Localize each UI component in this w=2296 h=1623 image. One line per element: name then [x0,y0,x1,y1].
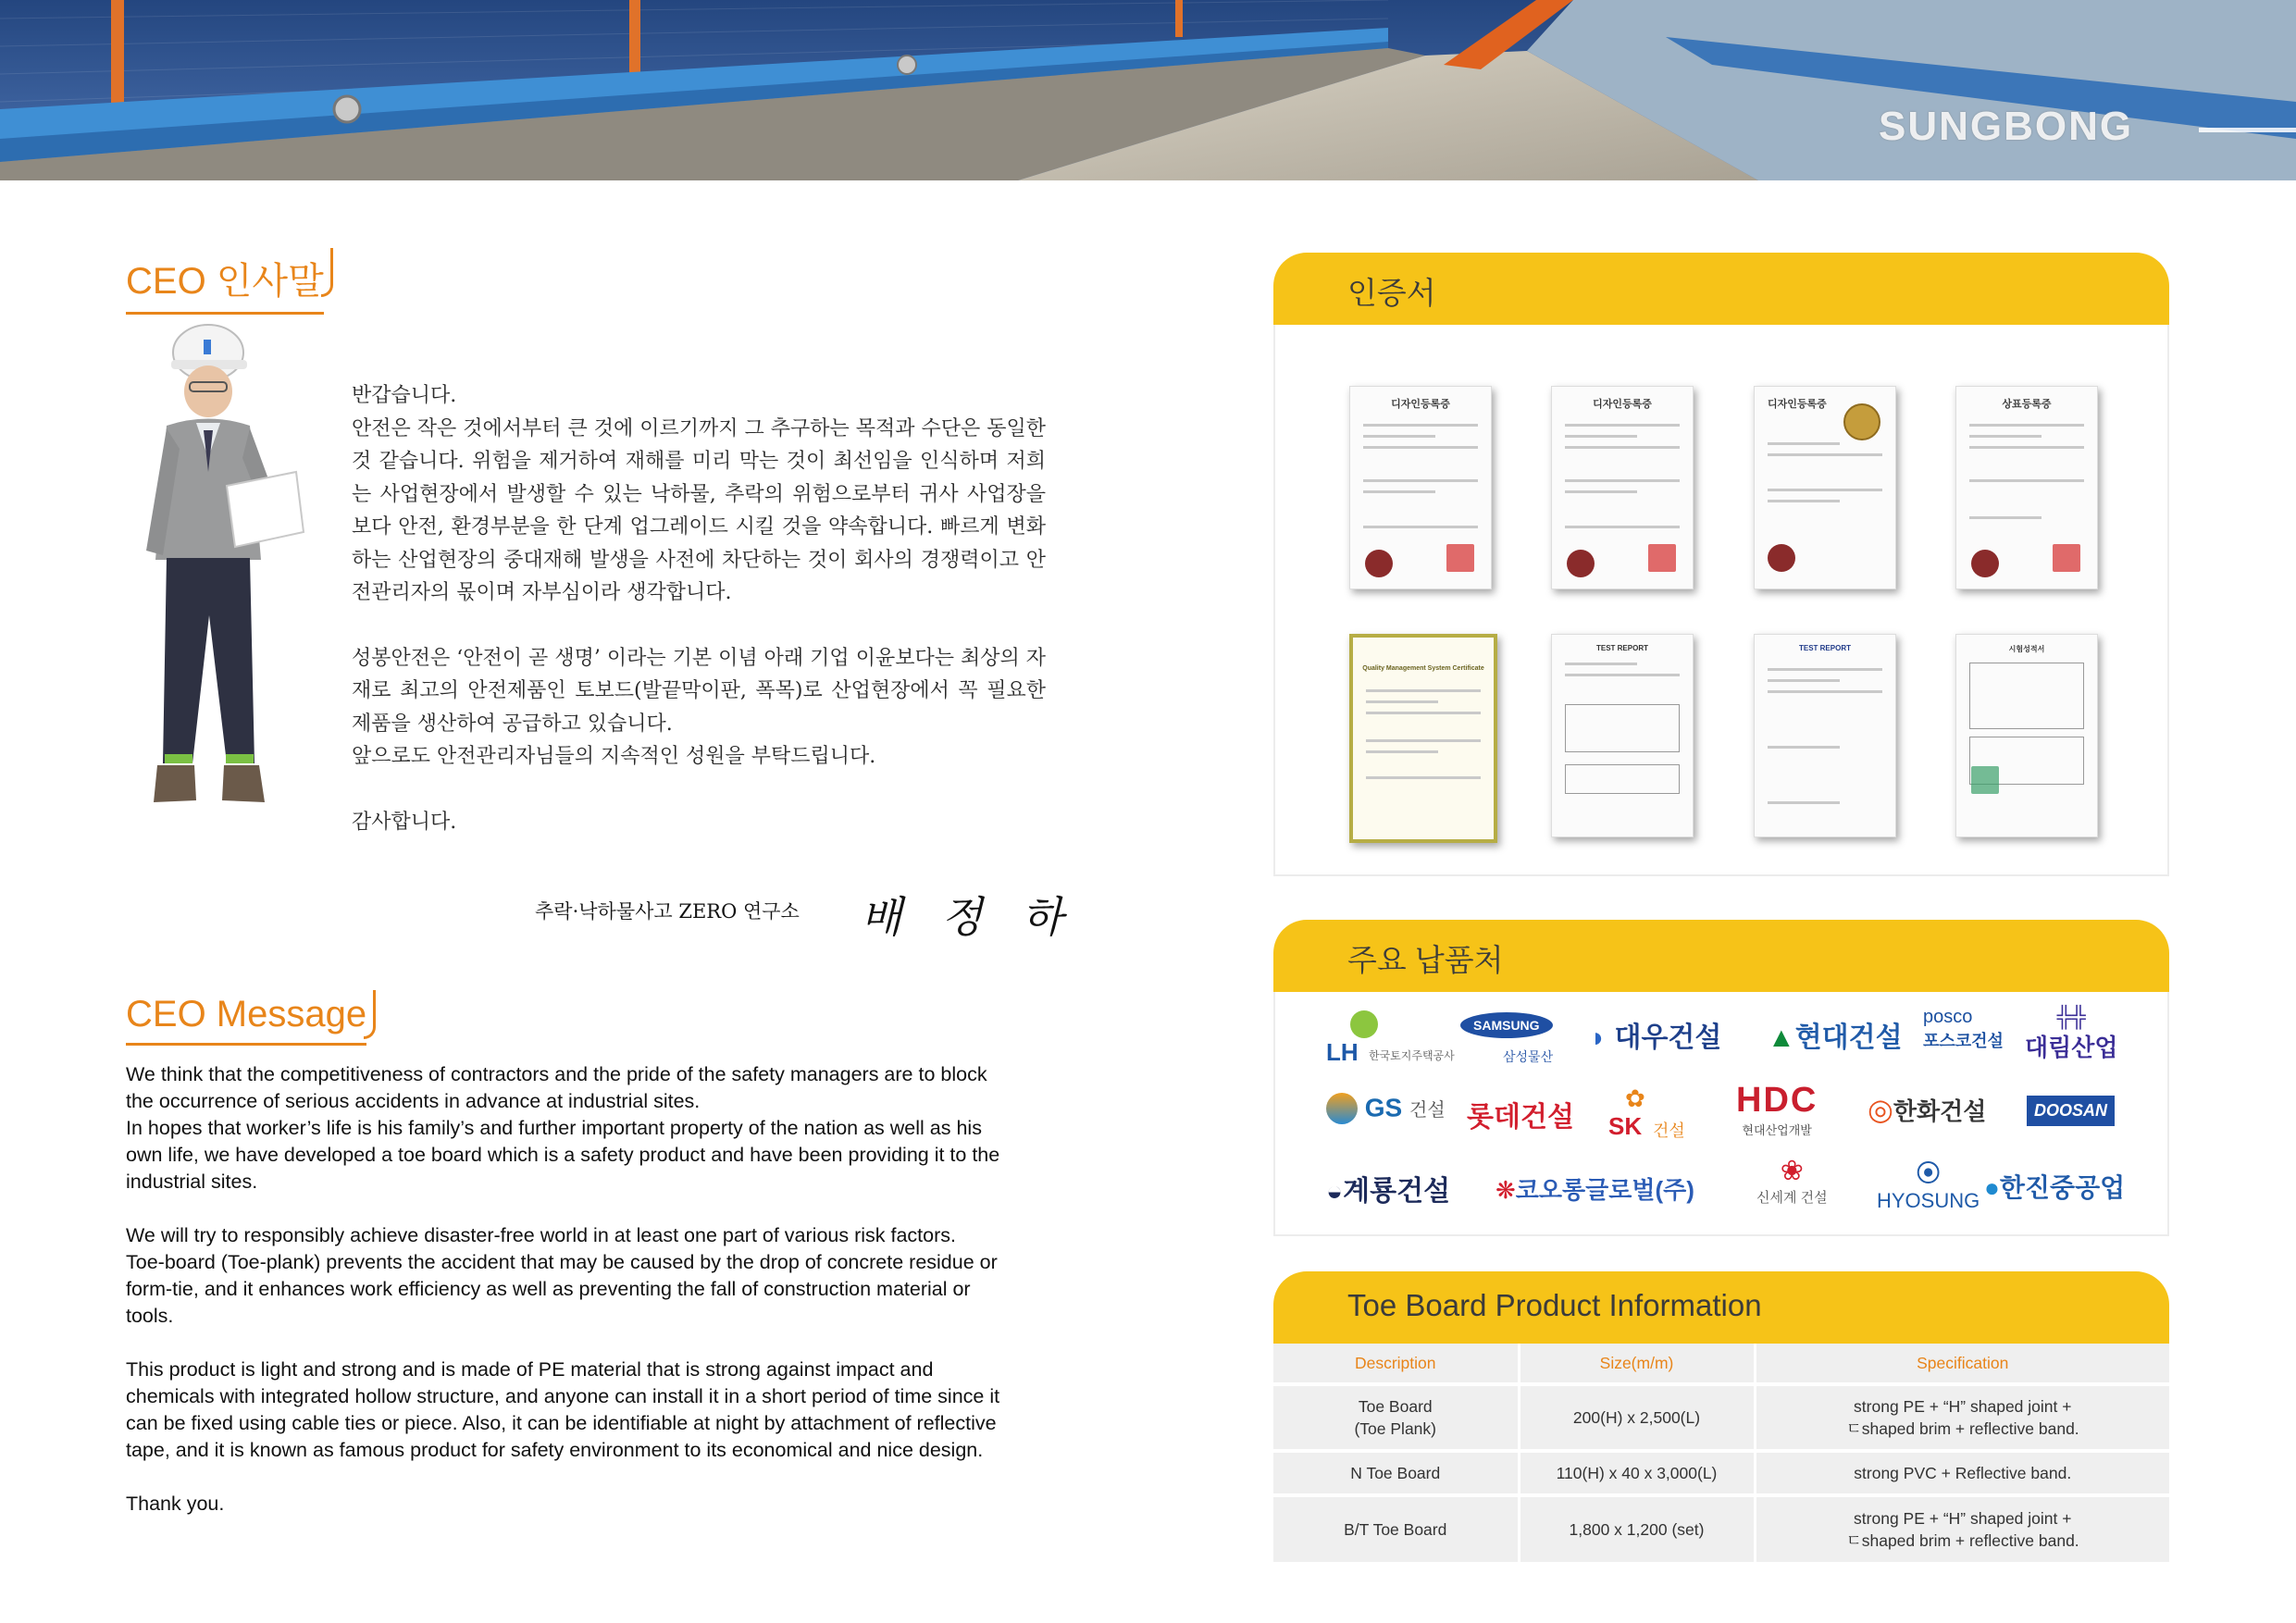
certificate-test-report-1: TEST REPORT [1551,634,1694,837]
construction-site-photo [0,0,2296,180]
hanwha-logo: ◎한화건설 [1868,1093,1987,1126]
message-paragraph: We think that the competitiveness of contractors and the pride of the safety managers are to block the occurrence of serious accidents in advance at industrial sites. [126,1063,987,1112]
brand-underline [2199,128,2296,132]
kyeryong-logo: ◒계룡건설 [1326,1176,1451,1207]
signature-organization: 추락·낙하물사고 ZERO 연구소 [535,900,800,923]
clients-panel [1273,920,2169,1236]
ceo-portrait [139,319,305,874]
greeting-paragraph: 성봉안전은 ‘안전이 곧 생명’ 이라는 기본 이념 아래 기업 이윤보다는 최상의 자재로 최고의 안전제품인 토보드(발끝막이판, 폭목)로 산업현장에서 꼭 필요한 제품을 생산하여 공급하고 있습니다. [352,646,1046,736]
hanjin-logo: ●한진중공업 [1984,1173,2126,1202]
table-cell: strong PE + “H” shaped joint + ㄷshaped brim + reflective band. [1755,1495,2169,1562]
certificates-title: 인증서 [1347,276,1436,310]
table-cell: 110(H) x 40 x 3,000(L) [1519,1451,1755,1495]
certificate-test-report-2: TEST REPORT [1754,634,1896,837]
product-info-table-wrap [1273,1344,2169,1562]
hyosung-logo: ⦿ HYOSUNG [1877,1159,1980,1212]
ceo-greeting-title: CEO 인사말 [126,252,324,315]
certificate-trademark-registration: 상표등록증 [1955,386,2098,589]
greeting-paragraph: 앞으로도 안전관리자님들의 지속적인 성원을 부탁드립니다. [352,745,876,768]
greeting-paragraph: 안전은 작은 것에서부터 큰 것에 이르기까지 그 추구하는 목적과 수단은 동일한 것 같습니다. 위험을 제거하여 재해를 미리 막는 것이 최선임을 인식하며 저희는 사업현장에서 발생할 수 있는 낙하물, 추락의 위험으로부터 귀사 사업장을 보다 안전, 환경부분을 한 단계 업그레이드 시킬 것을 약속합니다. 빠르게 변화하는 산업현장의 중대재해 발생을 사전에 차단하는 것이 회사의 경쟁력이고 안전관리자의 몫이며 자부심이라 생각합니다. [352,416,1046,604]
table-header-row [1273,1344,2169,1384]
table-row [1273,1384,2169,1451]
ceo-greeting-body [352,379,1046,838]
signature-name: 배 정 하 [861,892,1076,942]
clients-logo-grid: LH 한국토지주택공사 SAMSUNG 삼성물산 ◗ 대우건설 ▲현대건설 posco 포스코건설 ╬╬ 대림산업 GS 건설 롯데건설 ✿ SK 건설 HDC 현대산업개발 ◎한화건설 DOOSAN ◒계룡건설 ❋코오롱글로벌(주) ❀ 신세계 건설 ⦿ HYOSUNG ●한진중공업 [1273,992,2169,1236]
samsung-logo: SAMSUNG 삼성물산 [1460,1012,1553,1038]
table-cell: Toe Board (Toe Plank) [1273,1384,1519,1451]
table-cell: strong PVC + Reflective band. [1755,1451,2169,1495]
kolon-logo: ❋코오롱글로벌(주) [1496,1176,1694,1204]
daewoo-logo: ◗ 대우건설 [1590,1022,1722,1053]
certificate-design-registration-2: 디자인등록증 [1551,386,1694,589]
hyundai-logo: ▲현대건설 [1768,1022,1903,1053]
column-header: Size(m/m) [1519,1344,1755,1384]
hdc-logo: HDC 현대산업개발 [1736,1081,1818,1137]
certificate-design-registration-1: 디자인등록증 [1349,386,1492,589]
product-info-title: Toe Board Product Information [1347,1288,1762,1322]
table-cell: N Toe Board [1273,1451,1519,1495]
posco-logo: posco 포스코건설 [1923,1007,2004,1050]
table-cell: 200(H) x 2,500(L) [1519,1384,1755,1451]
product-info-panel [1273,1271,2169,1562]
daelim-logo: ╬╬ 대림산업 [2025,1005,2118,1061]
certificates-header [1273,253,2169,325]
certificates-panel [1273,253,2169,876]
table-row [1273,1495,2169,1562]
message-paragraph: We will try to responsibly achieve disaster-free world in at least one part of various risk factors. [126,1224,956,1246]
column-header: Description [1273,1344,1519,1384]
shinsegae-logo: ❀ 신세계 건설 [1756,1156,1828,1206]
brand-logo: SUNGBONG [1879,104,2134,149]
greeting-closing: 감사합니다. [352,810,457,834]
message-paragraph: This product is light and strong and is made of PE material that is strong against impact and chemicals with integrated hollow structure, and anyone can install it in a short period of time since it can be fixed using cable ties or piece. Also, it can be identifiable at night by attachment of reflective tape, and it is known as famous product for safety environment to its economical and nice design. [126,1358,1000,1461]
gs-logo: GS 건설 [1326,1092,1446,1124]
message-paragraph: In hopes that worker’s life is his family’s and further important property of the nation as well as his own life, we have developed a toe board which is a safety product and have been providing it to the industrial sites. [126,1117,1000,1193]
product-info-table [1273,1344,2169,1562]
product-info-header [1273,1271,2169,1344]
clients-title: 주요 납품처 [1347,943,1504,977]
greeting-line: 반갑습니다. [352,384,457,407]
certificate-quality-management: Quality Management System Certificate [1349,634,1497,843]
column-header: Specification [1755,1344,2169,1384]
message-closing: Thank you. [126,1493,225,1515]
table-row [1273,1451,2169,1495]
doosan-logo: DOOSAN [2027,1096,2115,1126]
ceo-message-title: CEO Message [126,994,366,1046]
certificate-test-result: 시험성적서 [1955,634,2098,837]
table-cell: strong PE + “H” shaped joint + ㄷshaped brim + reflective band. [1755,1384,2169,1451]
message-paragraph: Toe-board (Toe-plank) prevents the accident that may be caused by the drop of concrete residue or form-tie, and it enhances work efficiency as well as preventing the fall of construction material or tools. [126,1251,998,1327]
clients-header [1273,920,2169,992]
ceo-message-body [126,1061,1018,1518]
table-cell: 1,800 x 1,200 (set) [1519,1495,1755,1562]
certificates-grid [1273,325,2169,876]
header-banner-photo [0,0,2296,180]
lotte-logo: 롯데건설 [1467,1102,1574,1133]
table-cell: B/T Toe Board [1273,1495,1519,1562]
certificate-design-registration-3: 디자인등록증 [1754,386,1896,589]
